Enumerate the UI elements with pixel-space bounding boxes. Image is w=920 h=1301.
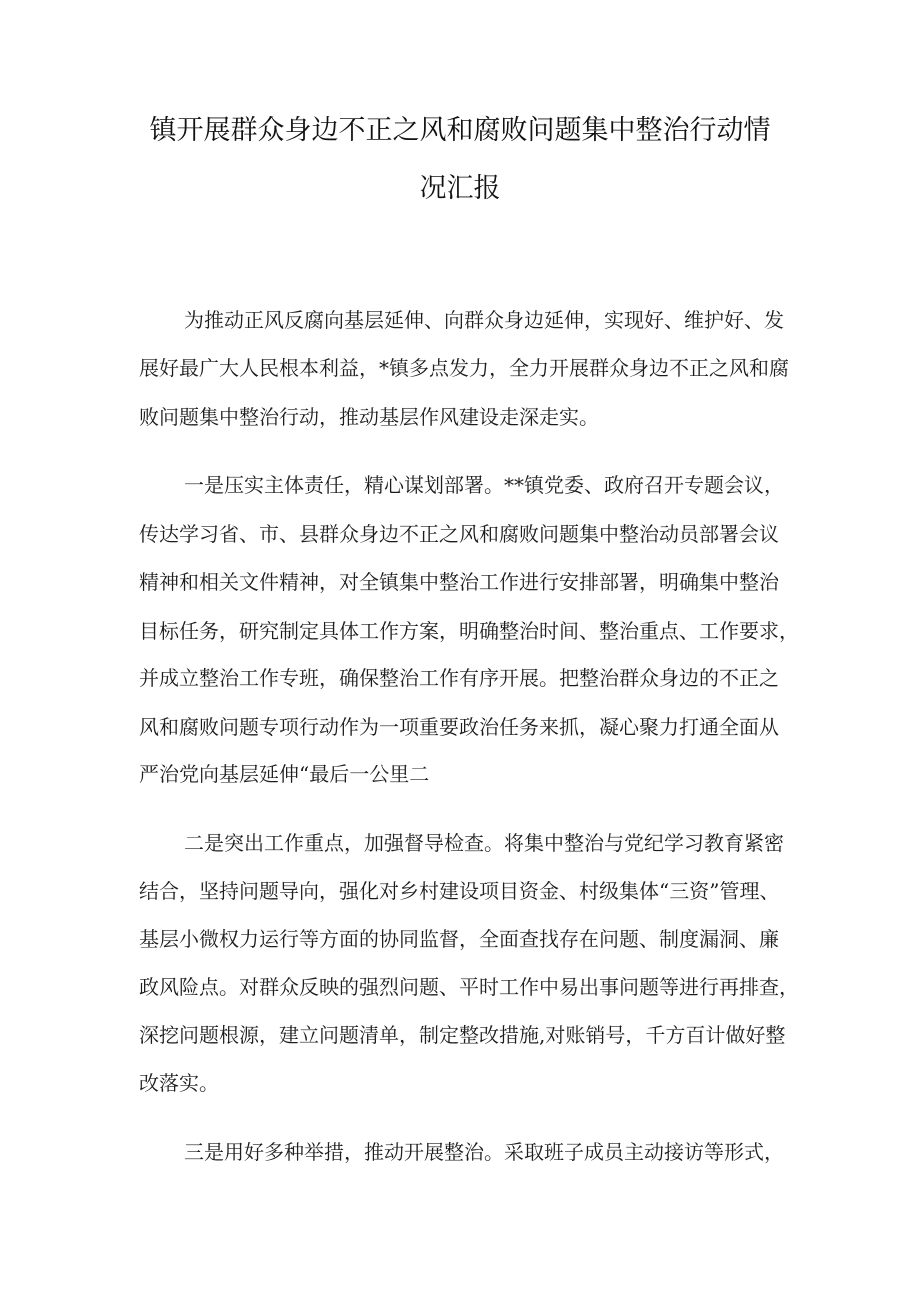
paragraph-2-line-6: 风和腐败问题专项行动作为一项重要政治任务来抓，凝心聚力打通全面从 bbox=[139, 715, 779, 739]
paragraph-3-line-2: 结合，坚持问题导向，强化对乡村建设项目资金、村级集体“三资”管理、 bbox=[139, 879, 780, 903]
paragraph-3-line-1: 二是突出工作重点，加强督导检查。将集中整治与党纪学习教育紧密 bbox=[184, 831, 784, 855]
paragraph-2-line-3: 精神和相关文件精神，对全镇集中整治工作进行安排部署，明确集中整治 bbox=[139, 570, 779, 594]
paragraph-3-line-3: 基层小微权力运行等方面的协同监督，全面查找存在问题、制度漏洞、廉 bbox=[139, 927, 779, 951]
paragraph-1-line-1: 为推动正风反腐向基层延伸、向群众身边延伸，实现好、维护好、发 bbox=[184, 308, 784, 332]
paragraph-4-line-1: 三是用好多种举措，推动开展整治。采取班子成员主动接访等形式， bbox=[184, 1140, 784, 1164]
paragraph-1-line-3: 败问题集中整治行动，推动基层作风建设走深走实。 bbox=[139, 405, 599, 429]
paragraph-3-line-4: 政风险点。对群众反映的强烈问题、平时工作中易出事问题等进行再排查， bbox=[139, 975, 799, 999]
document-title-line-2: 况汇报 bbox=[419, 173, 501, 204]
paragraph-3-line-6: 改落实。 bbox=[139, 1071, 219, 1095]
paragraph-2-line-7: 严治党向基层延伸“最后一公里二 bbox=[139, 762, 430, 786]
paragraph-2-line-1: 一是压实主体责任，精心谋划部署。**镇党委、政府召开专题会议， bbox=[184, 473, 784, 497]
paragraph-2-line-4: 目标任务，研究制定具体工作方案，明确整治时间、整治重点、工作要求， bbox=[139, 619, 799, 643]
paragraph-1-line-2: 展好最广大人民根本利益，*镇多点发力，全力开展群众身边不正之风和腐 bbox=[139, 356, 789, 380]
paragraph-3-line-5: 深挖问题根源，建立问题清单，制定整改措施,对账销号，千方百计做好整 bbox=[139, 1023, 786, 1047]
paragraph-2-line-2: 传达学习省、市、县群众身边不正之风和腐败问题集中整治动员部署会议 bbox=[139, 522, 779, 546]
paragraph-2-line-5: 并成立整治工作专班，确保整治工作有序开展。把整治群众身边的不正之 bbox=[139, 666, 779, 690]
document-title-line-1: 镇开展群众身边不正之风和腐败问题集中整治行动情 bbox=[149, 115, 771, 146]
